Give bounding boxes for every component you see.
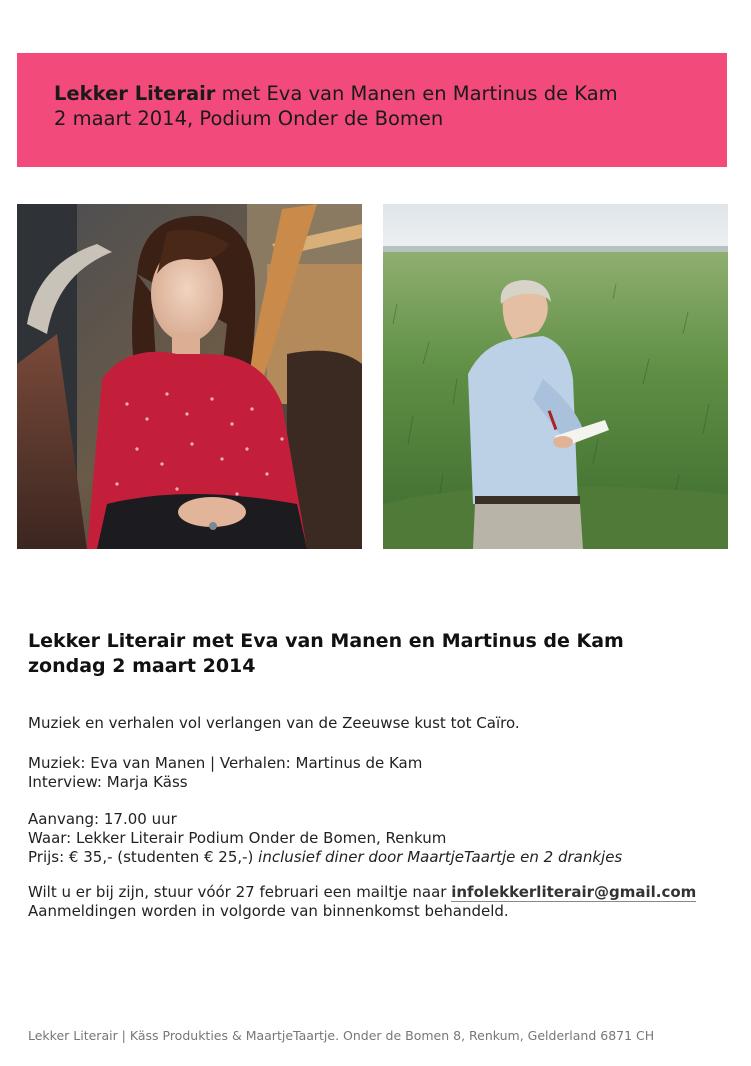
price-includes: inclusief diner door MaartjeTaartje en 2 drankjes xyxy=(258,848,623,866)
email-link[interactable]: infolekkerliterair@gmail.com xyxy=(451,883,697,901)
banner-title-bold: Lekker Literair xyxy=(54,82,216,105)
event-details xyxy=(28,810,728,867)
photo-man-writing-in-field xyxy=(383,204,728,549)
footer-address: Lekker Literair | Käss Produkties & MaartjeTaartje. Onder de Bomen 8, Renkum, Gelderland 6871 CH xyxy=(28,1028,655,1043)
banner-title xyxy=(54,81,727,106)
header-banner xyxy=(17,53,727,167)
event-heading-title: Lekker Literair met Eva van Manen en Martinus de Kam xyxy=(28,630,624,652)
event-heading xyxy=(28,629,728,679)
credits-interview: Interview: Marja Käss xyxy=(28,773,188,791)
credits-music-stories: Muziek: Eva van Manen | Verhalen: Martinus de Kam xyxy=(28,754,423,772)
event-location: Waar: Lekker Literair Podium Onder de Bomen, Renkum xyxy=(28,829,447,847)
event-intro: Muziek en verhalen vol verlangen van de Zeeuwse kust tot Caïro. xyxy=(28,714,520,732)
event-signup xyxy=(28,883,728,921)
photo-woman-on-boat xyxy=(17,204,362,549)
signup-prefix: Wilt u er bij zijn, stuur vóór 27 februari een mailtje naar xyxy=(28,883,452,901)
signup-note: Aanmeldingen worden in volgorde van binnenkomst behandeld. xyxy=(28,902,509,920)
signup-line xyxy=(28,883,728,902)
banner-title-rest: met Eva van Manen en Martinus de Kam xyxy=(215,82,618,105)
event-credits xyxy=(28,754,728,792)
event-price xyxy=(28,848,728,867)
price-plain: Prijs: € 35,- (studenten € 25,-) xyxy=(28,848,259,866)
event-heading-date: zondag 2 maart 2014 xyxy=(28,655,256,677)
event-start-time: Aanvang: 17.00 uur xyxy=(28,810,177,828)
banner-subtitle: 2 maart 2014, Podium Onder de Bomen xyxy=(54,107,444,130)
